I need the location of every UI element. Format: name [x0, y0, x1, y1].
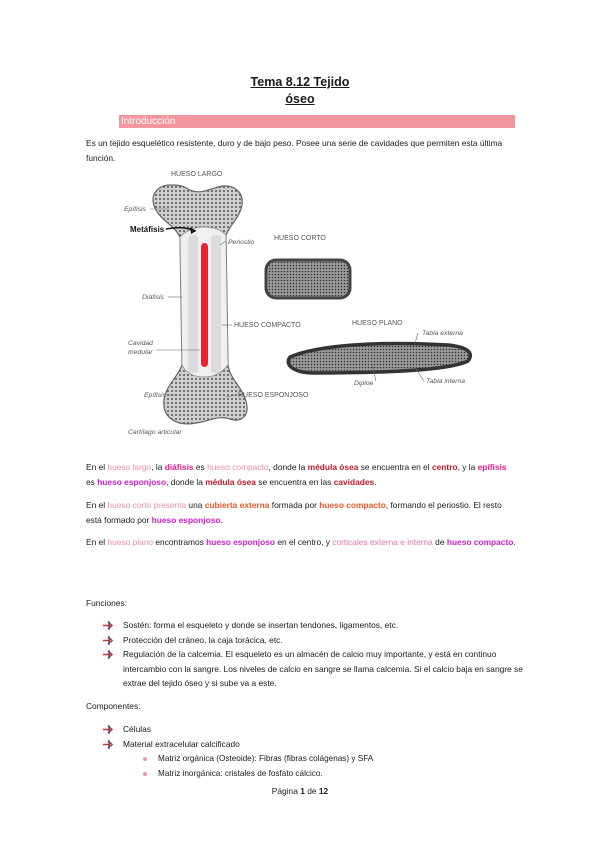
pink-dot-bullet-icon — [143, 772, 147, 776]
label-metafisis: Metáfisis — [130, 225, 165, 234]
funciones-list — [103, 618, 523, 691]
label-cartilago: Cartílago articular — [128, 429, 182, 436]
label-epifisis-top: Epífisis — [124, 206, 146, 213]
label-diafisis: Diáfisis — [142, 294, 164, 301]
paragraph-hueso-largo: En el hueso largo, la diáfisis es hueso compacto, donde la médula ósea se encuentra en el centro, y la epífisis es hueso esponjoso, donde la médula ósea se encuentra en las cavidades. — [86, 462, 507, 487]
heading-funciones: Funciones: — [86, 598, 127, 608]
arrow-bullet-icon — [103, 725, 115, 734]
pink-dot-bullet-icon — [143, 757, 147, 761]
list-item: Células — [103, 722, 523, 737]
label-diploe: Diploe — [354, 380, 374, 387]
label-hueso-esponjoso: HUESO ESPONJOSO — [238, 392, 309, 399]
intro-paragraph: Es un tejido esquelético resistente, duro y de bajo peso. Posee una serie de cavidades que permiten esta última función. — [86, 138, 503, 163]
list-item: Matriz orgánica (Osteoide): Fibras (fibras colágenas) y SFA — [140, 752, 520, 767]
label-tabla-interna: Tabla interna — [426, 378, 466, 385]
arrow-bullet-icon — [103, 650, 115, 659]
section-heading-intro: Introducción — [119, 115, 515, 128]
label-periostio: Periostio — [228, 239, 255, 246]
label-hueso-compacto: HUESO COMPACTO — [234, 322, 301, 329]
arrow-bullet-icon — [103, 621, 115, 630]
paragraph-hueso-plano: En el hueso plano encontramos hueso esponjoso en el centro, y corticales externa e interna de hueso compacto. — [86, 537, 516, 547]
label-hueso-plano: HUESO PLANO — [352, 320, 403, 327]
list-item: Sostén: forma el esqueleto y donde se insertan tendones, ligamentos, etc. — [103, 618, 523, 633]
label-epifisis-bottom: Epífisis — [144, 392, 166, 399]
list-item: Protección del cráneo, la caja torácica, etc. — [103, 633, 523, 648]
componentes-list — [103, 722, 523, 751]
title-line-1: Tema 8.12 Tejido — [250, 75, 350, 89]
list-item: Matriz inorgánica: cristales de fosfato cálcico. — [140, 767, 520, 782]
flat-bone-illustration — [288, 344, 470, 374]
heading-componentes: Componentes: — [86, 701, 141, 711]
list-item: Material extracelular calcificado — [103, 737, 523, 752]
bone-types-figure — [118, 165, 518, 445]
arrow-bullet-icon — [103, 636, 115, 645]
label-hueso-largo: HUESO LARGO — [171, 171, 223, 178]
title-line-2: óseo — [285, 92, 315, 106]
paragraph-hueso-corto: En el hueso corto presenta una cubierta externa formada por hueso compacto, formando el periostio. El resto está formado por hueso esponjoso. — [86, 500, 502, 525]
label-medular: medular — [128, 349, 153, 356]
medullary-cavity-red — [201, 243, 208, 367]
label-cavidad: Cavidad — [128, 340, 153, 347]
page-title — [0, 74, 600, 108]
componentes-sublist — [140, 752, 520, 781]
page-footer: Página 1 de 12 — [271, 786, 329, 796]
label-tabla-externa: Tabla externa — [422, 330, 463, 337]
arrow-bullet-icon — [103, 740, 115, 749]
list-item: Regulación de la calcemia. El esqueleto es un almacén de calcio muy importante, y está en continuo intercambio con la sangre. Los niveles de calcio en sangre se llama calcemia. Si el calcio baja en sangre se extrae del tejido óseo y si sube va a este. — [103, 647, 523, 691]
long-bone-illustration — [153, 185, 247, 424]
label-hueso-corto: HUESO CORTO — [274, 235, 326, 242]
short-bone-illustration — [266, 260, 350, 298]
